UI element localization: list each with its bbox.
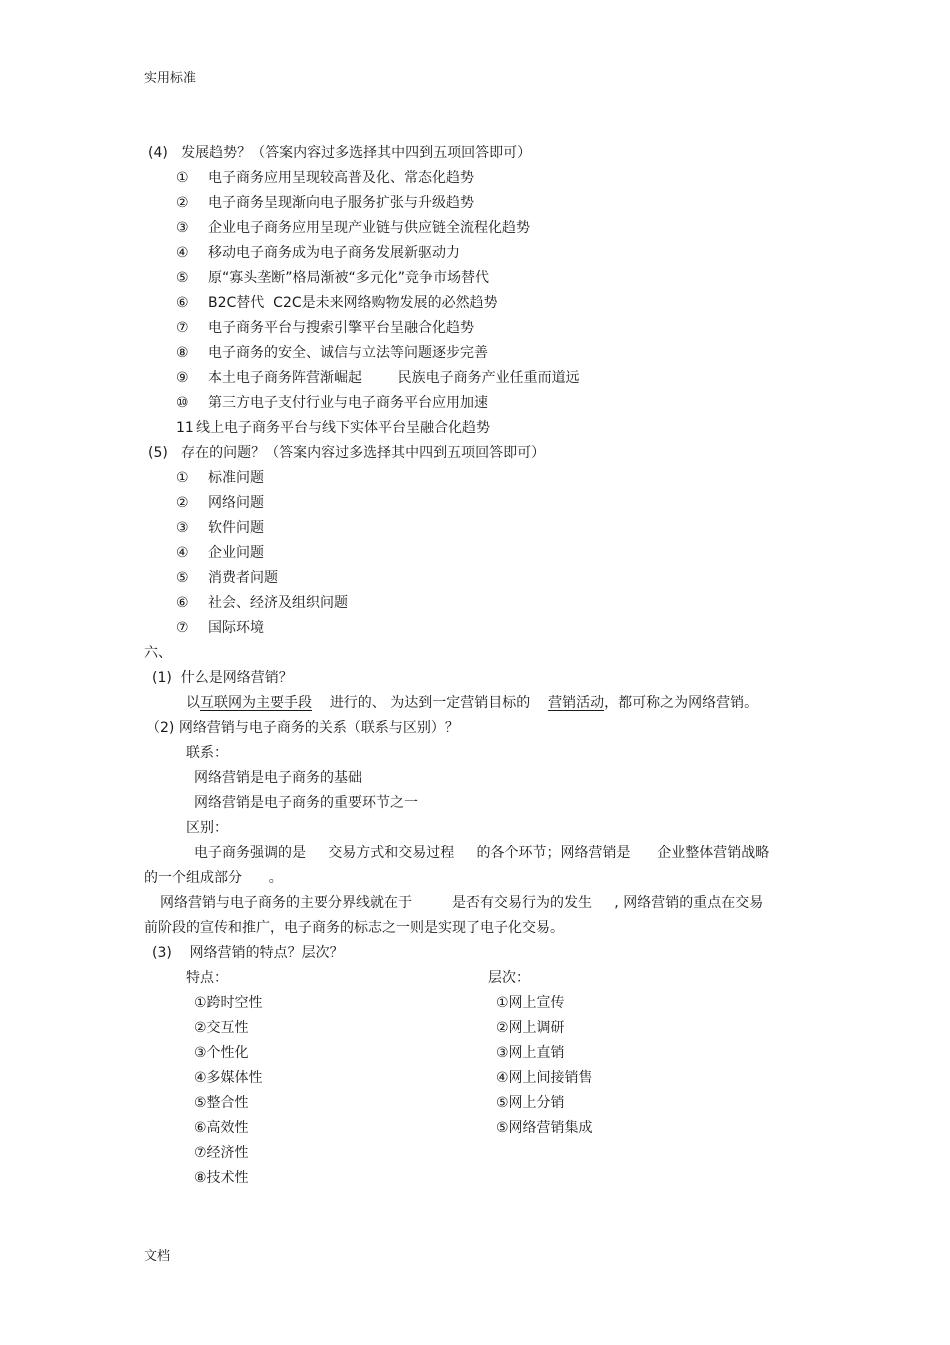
item-number: 11 [176, 420, 194, 436]
level-item: ⑤网上分销 [496, 1095, 565, 1111]
feature-item: ⑥高效性 [194, 1120, 249, 1136]
item-text: 国际环境 [208, 620, 264, 636]
item-text: 电子商务平台与搜索引擎平台呈融合化趋势 [208, 320, 474, 336]
level-item: ②网上调研 [496, 1020, 565, 1036]
q2-diff-line: 电子商务强调的是 交易方式和交易过程 的各个环节；网络营销是 企业整体营销战略 [194, 845, 770, 861]
q1-blank-means: 互联网为主要手段 [200, 695, 312, 711]
item-number: ② [176, 495, 189, 511]
item-number: ⑤ [176, 270, 189, 286]
level-item: ④网上间接销售 [496, 1070, 593, 1086]
item-number: ② [176, 195, 189, 211]
item-number: ⑥ [176, 295, 189, 311]
q5-title: (5) 存在的问题？（答案内容过多选择其中四到五项回答即可） [148, 445, 546, 461]
feature-item: ⑧技术性 [194, 1170, 249, 1186]
feature-item: ①跨时空性 [194, 995, 263, 1011]
q1-answer [186, 694, 758, 712]
q2-title: （2) 网络营销与电子商务的关系（联系与区别）？ [146, 720, 459, 736]
item-number: ⑧ [176, 345, 189, 361]
item-text: 软件问题 [208, 520, 264, 536]
feature-item: ④多媒体性 [194, 1070, 263, 1086]
q2-diff-line: 的一个组成部分 。 [144, 870, 283, 886]
item-number: ⑤ [176, 570, 189, 586]
item-text: 原“寡头垄断”格局渐被“多元化”竞争市场替代 [208, 270, 490, 286]
item-text: 线上电子商务平台与线下实体平台呈融合化趋势 [196, 420, 490, 436]
feature-item: ②交互性 [194, 1020, 249, 1036]
item-text: 本土电子商务阵营渐崛起 民族电子商务产业任重而道远 [208, 370, 580, 386]
item-number: ⑩ [176, 395, 189, 411]
q1-title: (1) 什么是网络营销？ [152, 670, 293, 686]
item-number: ③ [176, 520, 189, 536]
level-item: ⑤网络营销集成 [496, 1120, 593, 1136]
q1-suffix: ，都可称之为网络营销。 [604, 695, 759, 711]
q4-title: (4) 发展趋势？（答案内容过多选择其中四到五项回答即可） [148, 145, 532, 161]
item-number: ⑦ [176, 620, 189, 636]
item-number: ③ [176, 220, 189, 236]
level-item: ①网上宣传 [496, 995, 565, 1011]
item-text: 消费者问题 [208, 570, 278, 586]
item-text: 网络问题 [208, 495, 264, 511]
q2-diff-line: 前阶段的宣传和推广，电子商务的标志之一则是实现了电子化交易。 [144, 920, 564, 936]
q2-diff-line: 网络营销与电子商务的主要分界线就在于 是否有交易行为的发生 , 网络营销的重点在交易 [160, 895, 764, 911]
q1-blank-activity: 营销活动 [548, 695, 605, 711]
page-footer: 文档 [144, 1249, 171, 1264]
item-number: ④ [176, 545, 189, 561]
item-text: 电子商务应用呈现较高普及化、常态化趋势 [208, 170, 474, 186]
q2-link-item: 网络营销是电子商务的基础 [194, 770, 362, 786]
levels-label: 层次： [488, 970, 530, 986]
item-text: B2C替代 C2C是未来网络购物发展的必然趋势 [208, 295, 498, 311]
item-text: 电子商务呈现渐向电子服务扩张与升级趋势 [208, 195, 474, 211]
item-number: ⑨ [176, 370, 189, 386]
item-number: ⑦ [176, 320, 189, 336]
item-number: ④ [176, 245, 189, 261]
page-header: 实用标准 [144, 71, 197, 86]
item-text: 标准问题 [208, 470, 264, 486]
feature-item: ③个性化 [194, 1045, 249, 1061]
feature-item: ⑦经济性 [194, 1145, 249, 1161]
section-six-heading: 六、 [144, 645, 172, 661]
item-number: ⑥ [176, 595, 189, 611]
item-text: 第三方电子支付行业与电子商务平台应用加速 [208, 395, 488, 411]
item-text: 社会、经济及组织问题 [208, 595, 348, 611]
item-text: 电子商务的安全、诚信与立法等问题逐步完善 [208, 345, 488, 361]
q1-middle: 进行的、 为达到一定营销目标的 [329, 695, 531, 711]
level-item: ③网上直销 [496, 1045, 565, 1061]
q2-link-label: 联系： [186, 745, 228, 761]
features-label: 特点： [186, 970, 228, 986]
q3-title: (3) 网络营销的特点？层次？ [152, 945, 344, 961]
q2-diff-label: 区别： [186, 820, 228, 836]
q2-link-item: 网络营销是电子商务的重要环节之一 [194, 795, 418, 811]
feature-item: ⑤整合性 [194, 1095, 249, 1111]
item-number: ① [176, 470, 189, 486]
q1-prefix: 以 [186, 695, 200, 711]
item-number: ① [176, 170, 189, 186]
item-text: 企业问题 [208, 545, 264, 561]
item-text: 企业电子商务应用呈现产业链与供应链全流程化趋势 [208, 220, 530, 236]
item-text: 移动电子商务成为电子商务发展新驱动力 [208, 245, 460, 261]
